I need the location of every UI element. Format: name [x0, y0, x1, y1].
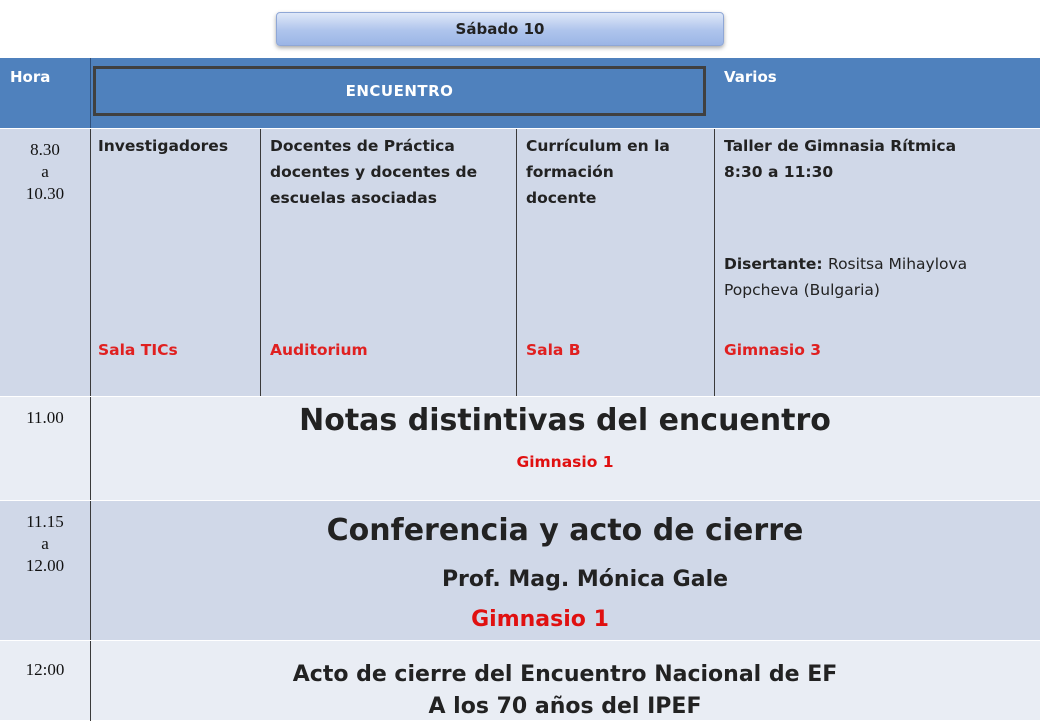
encuentro-header: ENCUENTRO: [93, 66, 706, 116]
table-row: [0, 640, 1040, 720]
session-title: Currículum en la formación docente: [526, 137, 670, 207]
table-row: [0, 128, 1040, 396]
session-title: Taller de Gimnasia Rítmica 8:30 a 11:30: [724, 137, 957, 181]
event-title: Conferencia y acto de cierre: [326, 513, 804, 548]
session-room: Auditorium: [270, 341, 368, 359]
session-title: Investigadores: [98, 137, 229, 155]
event-speaker: Prof. Mag. Mónica Gale: [441, 567, 729, 592]
event-title: Notas distintivas del encuentro: [299, 403, 831, 438]
event-title: Acto de cierre del Encuentro Nacional de EF A los 70 años del IPEF: [292, 662, 838, 719]
session-title: Docentes de Práctica docentes y docentes de escuelas asociadas: [270, 137, 478, 207]
time-slot: 12:00: [25, 660, 65, 679]
session-room: Gimnasio 3: [724, 341, 822, 359]
time-slot: 8.30 a 10.30: [25, 140, 65, 203]
time-slot: 11.00: [26, 408, 64, 427]
session-speaker: Disertante: Rositsa Mihaylova Popcheva (Bulgaria): [724, 255, 968, 299]
header-varios: Varios: [724, 68, 777, 86]
day-badge: Sábado 10: [276, 12, 724, 46]
event-room: Gimnasio 1: [516, 453, 614, 471]
table-row: [0, 500, 1040, 640]
time-slot: 11.15 a 12.00: [25, 512, 65, 575]
event-room: Gimnasio 1: [471, 607, 609, 632]
table-row: [0, 396, 1040, 500]
header-hora: Hora: [10, 68, 51, 86]
session-room: Sala B: [526, 341, 581, 359]
session-room: Sala TICs: [98, 341, 178, 359]
